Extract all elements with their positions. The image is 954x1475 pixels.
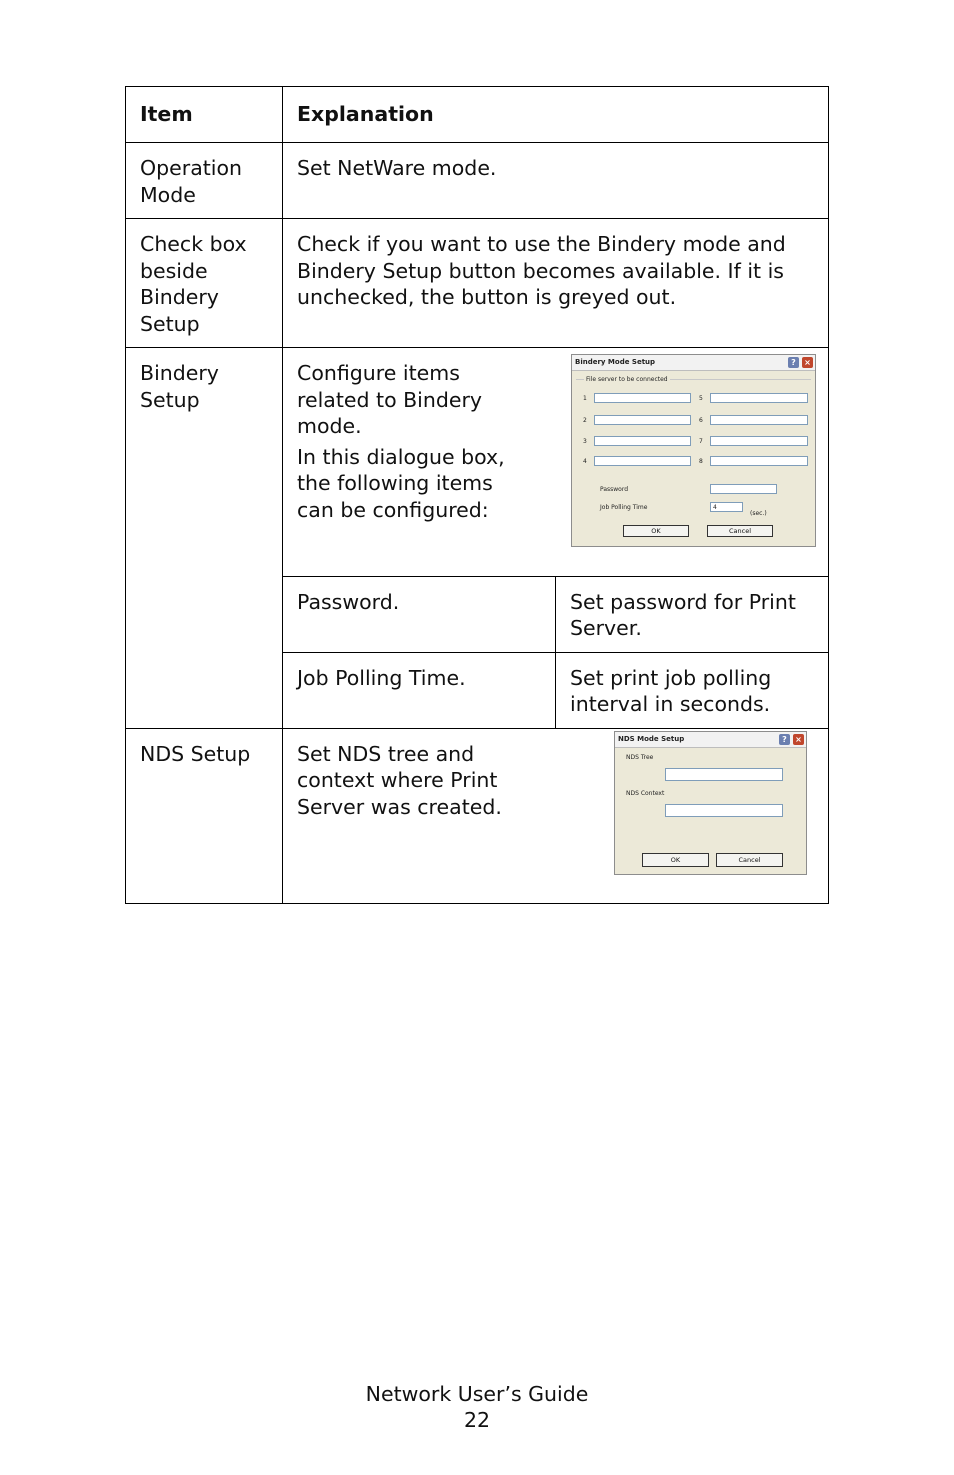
file-server-field-2[interactable] xyxy=(594,415,691,425)
row-explanation: Set NetWare mode. xyxy=(297,156,497,180)
file-server-field-3[interactable] xyxy=(594,436,691,446)
subitem-description: Set password for Print Server. xyxy=(570,589,796,640)
dialog-titlebar xyxy=(615,732,806,748)
close-icon[interactable]: × xyxy=(802,357,813,368)
dialog-titlebar xyxy=(572,355,815,371)
file-server-field-8[interactable] xyxy=(710,456,808,466)
bindery-explanation xyxy=(283,348,530,533)
bindery-explanation-line1: Configure items related to Bindery mode. xyxy=(297,361,483,438)
nds-tree-label: NDS Tree xyxy=(626,754,654,761)
slot-number: 5 xyxy=(699,395,703,402)
file-server-field-5[interactable] xyxy=(710,393,808,403)
slot-number: 7 xyxy=(699,438,703,445)
file-server-group-label: File server to be connected xyxy=(586,376,668,383)
ok-button[interactable]: OK xyxy=(623,525,689,537)
table-row xyxy=(126,143,829,219)
slot-number: 6 xyxy=(699,417,703,424)
subitem-row xyxy=(283,652,828,728)
nds-tree-field[interactable] xyxy=(665,768,783,781)
slot-number: 3 xyxy=(583,438,587,445)
job-polling-time-label: Job Polling Time xyxy=(600,504,648,511)
password-label: Password xyxy=(600,486,629,493)
bindery-mode-setup-dialog xyxy=(571,354,816,547)
job-polling-time-field[interactable]: 4 xyxy=(710,502,743,512)
dialog-title: NDS Mode Setup xyxy=(618,735,685,743)
subitem-name: Password. xyxy=(297,589,400,614)
cancel-button[interactable]: Cancel xyxy=(716,853,783,867)
subitem-row xyxy=(283,576,828,652)
help-icon[interactable]: ? xyxy=(788,357,799,368)
file-server-field-7[interactable] xyxy=(710,436,808,446)
file-server-field-1[interactable] xyxy=(594,393,691,403)
header-explanation: Explanation xyxy=(297,102,434,126)
row-item: Check box beside Bindery Setup xyxy=(140,232,247,336)
footer-guide-title: Network User’s Guide xyxy=(365,1382,589,1406)
slot-number: 8 xyxy=(699,458,703,465)
table-row xyxy=(126,219,829,348)
header-item: Item xyxy=(140,102,193,126)
row-explanation: Set NDS tree and context where Print Server was created. xyxy=(297,741,502,819)
nds-mode-setup-dialog xyxy=(614,731,807,875)
slot-number: 2 xyxy=(583,417,587,424)
nds-context-label: NDS Context xyxy=(626,790,665,797)
subitem-name: Job Polling Time. xyxy=(297,665,466,690)
footer-page-number: 22 xyxy=(463,1408,491,1432)
close-icon[interactable]: × xyxy=(793,734,804,745)
table-header-row xyxy=(126,87,829,143)
subitem-description: Set print job polling interval in seconds. xyxy=(570,665,772,716)
file-server-field-4[interactable] xyxy=(594,456,691,466)
dialog-title: Bindery Mode Setup xyxy=(575,358,656,366)
cancel-button[interactable]: Cancel xyxy=(707,525,773,537)
polling-unit-label: (sec.) xyxy=(750,510,767,517)
bindery-explanation-line2: In this dialogue box, the following items can be configured: xyxy=(297,444,505,522)
slot-number: 1 xyxy=(583,395,587,402)
ok-button[interactable]: OK xyxy=(642,853,709,867)
slot-number: 4 xyxy=(583,458,587,465)
nds-context-field[interactable] xyxy=(665,804,783,817)
help-icon[interactable]: ? xyxy=(779,734,790,745)
row-item: NDS Setup xyxy=(140,741,251,766)
password-field[interactable] xyxy=(710,484,777,494)
row-explanation: Check if you want to use the Bindery mode and Bindery Setup button becomes available. If it is unchecked, the button is greyed out. xyxy=(297,232,786,309)
row-item: Operation Mode xyxy=(140,156,243,207)
row-item: Bindery Setup xyxy=(140,361,219,412)
file-server-field-6[interactable] xyxy=(710,415,808,425)
